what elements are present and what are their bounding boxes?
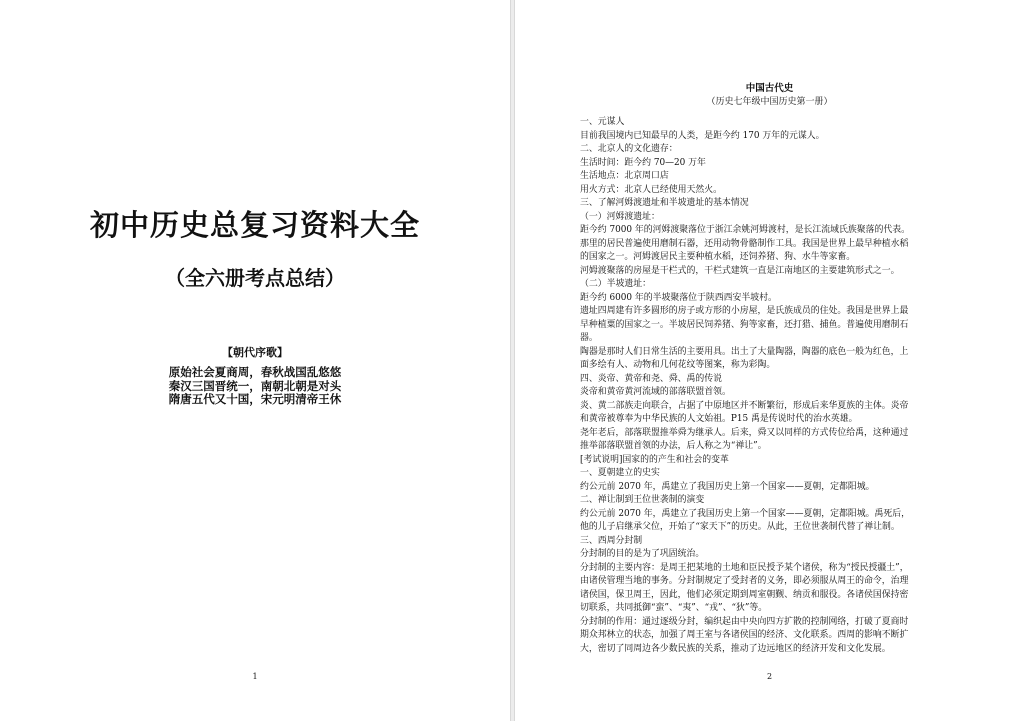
text-line: 切联系，共同抵御“蛮”、“夷”、“戎”、“狄”等。 [580,603,768,613]
text-line: 器。 [580,333,598,343]
text-line: [考试说明]国家的的产生和社会的变革 [580,454,729,465]
document-subtitle: （全六册考点总结） [165,266,345,290]
body-text [580,116,975,656]
text-line: 分封制的作用：通过逐级分封，编织起由中央向四方扩散的控制网络，打破了夏商时 [580,616,909,627]
text-line: 遗址四周建有许多圆形的房子或方形的小房屋，是氏族成员的住处。我国是世界上最 [580,306,909,316]
page-number: 1 [252,672,258,681]
text-line: 陶器是那时人们日常生活的主要用具。出土了大量陶器，陶器的底色一般为红色，上 [580,346,909,357]
text-line: 由诸侯管理当地的事务。分封制规定了受封者的义务，即必须服从周王的命令，治理 [580,576,909,586]
text-line: 三、西周分封制 [580,535,643,546]
section-subheading: （历史七年级中国历史第一册） [706,97,833,107]
text-line: 四、炎帝、黄帝和尧、舜、禹的传说 [580,373,722,384]
text-line: 他的儿子启继承父位，开始了“家天下”的历史。从此，王位世袭制代替了禅让制。 [580,522,900,532]
document-title: 初中历史总复习资料大全 [89,208,420,242]
text-line: 那里的居民普遍使用磨制石器，还用动物骨骼制作工具。我国是世界上最早种植水稻 [580,238,909,249]
text-line: 早种植粟的国家之一。半坡居民饲养猪、狗等家畜，还打猎、捕鱼。普遍使用磨制石 [580,319,909,330]
song-line: 原始社会夏商周，春秋战国乱悠悠 [168,365,342,379]
text-line: 距今约 7000 年的河姆渡聚落位于浙江余姚河姆渡村，是长江流域氏族聚落的代表。 [580,225,910,235]
document-page-1 [0,0,510,721]
section-heading: 中国古代史 [745,83,794,94]
text-line: 一、夏朝建立的史实 [580,468,660,478]
text-line: 约公元前 2070 年，禹建立了我国历史上第一个国家——夏朝，定都阳城。禹死后， [580,508,910,519]
text-line: 二、禅让制到王位世袭制的演变 [580,495,705,505]
text-line: 推举部落联盟首领的办法，后人称之为“禅让”。 [580,441,767,451]
text-line: 一、元谋人 [580,117,625,127]
text-line: 用火方式：北京人已经使用天然火。 [580,184,722,195]
dynasty-song-title: 【朝代序歌】 [222,346,288,359]
text-line: 的国家之一。河姆渡居民主要种植水稻，还饲养猪、狗、水牛等家畜。 [580,252,856,262]
text-line: 生活时间：距今约 70—20 万年 [580,157,706,168]
text-line: 大，密切了同周边各少数民族的关系，推动了边远地区的经济开发和文化发展。 [580,643,891,654]
text-line: 诸侯国，保卫周王，因此，他们必须定期到周室朝觐、纳贡和服役。各诸侯国保持密 [580,589,909,600]
text-line: 分封制的主要内容：是周王把某地的土地和臣民授予某个诸侯，称为“授民授疆土”， [580,562,909,573]
document-page-2 [515,0,1024,721]
text-line: 三、了解河姆渡遗址和半坡遗址的基本情况 [580,198,749,208]
text-line: 生活地点：北京周口店 [580,171,669,181]
text-line: 河姆渡聚落的房屋是干栏式的，干栏式建筑一直是江南地区的主要建筑形式之一。 [580,265,900,276]
text-line: 二、北京人的文化遗存： [580,144,678,154]
text-line: 面多绘有人、动物和几何花纹等图案，称为彩陶。 [580,360,776,370]
text-line: 目前我国境内已知最早的人类，是距今约 170 万年的元谋人。 [580,130,825,141]
text-line: 距今约 6000 年的半坡聚落位于陕西西安半坡村。 [580,292,777,303]
text-line: 炎、黄二部族走向联合，占据了中原地区并不断繁衍，形成后来华夏族的主体。炎帝 [580,400,909,411]
song-line: 隋唐五代又十国，宋元明清帝王休 [168,392,342,406]
text-line: 分封制的目的是为了巩固统治。 [580,549,705,559]
text-line: 期众邦林立的状态，加强了周王室与各诸侯国的经济、文化联系。西周的影响不断扩 [580,630,909,640]
text-line: 尧年老后，部落联盟推举舜为继承人。后来，舜又以同样的方式传位给禹，这种通过 [580,427,909,438]
text-line: 和黄帝被尊奉为中华民族的人文始祖。P15 禹是传说时代的治水英雄。 [580,414,858,424]
dynasty-song [0,366,510,407]
page-number: 2 [766,672,773,681]
text-line: （一）河姆渡遗址： [580,211,660,222]
text-line: 炎帝和黄帝黄河流域的部落联盟首领。 [580,387,731,397]
song-line: 秦汉三国晋统一，南朝北朝是对头 [168,378,342,393]
text-line: （二）半坡遗址： [580,279,651,289]
text-line: 约公元前 2070 年，禹建立了我国历史上第一个国家——夏朝，定都阳城。 [580,481,875,492]
